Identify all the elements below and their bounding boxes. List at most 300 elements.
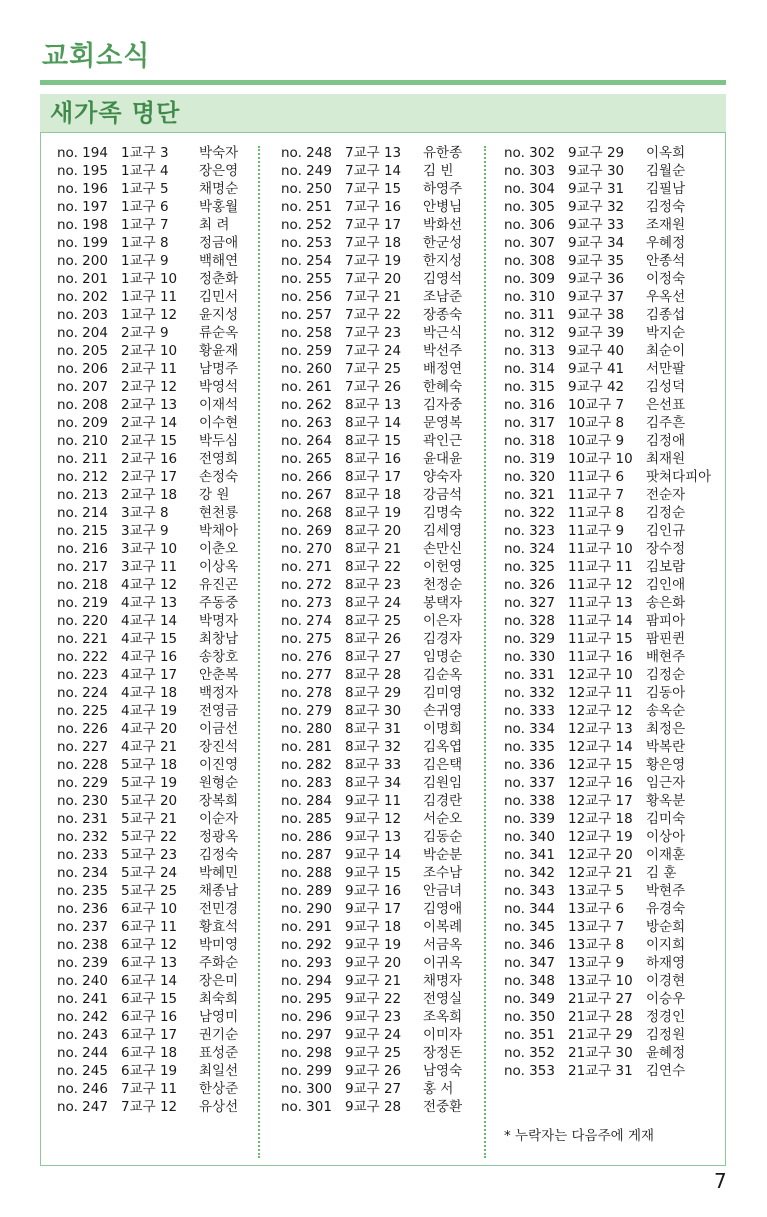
entry-name: 전중환 (423, 1099, 463, 1115)
entry-group: 8교구 34 (345, 775, 402, 791)
entry-name: 전민경 (199, 901, 239, 917)
entry-name: 박미영 (199, 937, 239, 953)
entry-number: no. 317 (504, 415, 555, 431)
entry-number: no. 328 (504, 613, 555, 629)
entry-number: no. 345 (504, 919, 555, 935)
entry-group: 9교구 31 (568, 181, 625, 197)
entry-group: 11교구 6 (568, 469, 625, 485)
entry-group: 9교구 27 (345, 1081, 402, 1097)
entry-group: 9교구 39 (568, 325, 625, 341)
entry-group: 9교구 24 (345, 1027, 402, 1043)
entry-group: 11교구 11 (568, 559, 633, 575)
entry-number: no. 212 (57, 469, 108, 485)
entry-name: 김정원 (646, 1027, 686, 1043)
entry-name: 박숙자 (199, 145, 239, 161)
entry-number: no. 352 (504, 1045, 555, 1061)
entry-number: no. 274 (281, 613, 332, 629)
entry-group: 11교구 12 (568, 577, 633, 593)
entry-group: 2교구 13 (121, 397, 178, 413)
entry-name: 이헌영 (423, 559, 463, 575)
entry-group: 7교구 20 (345, 271, 402, 287)
entry-name: 이수현 (199, 415, 239, 431)
entry-group: 5교구 19 (121, 775, 178, 791)
entry-number: no. 252 (281, 217, 332, 233)
entry-number: no. 226 (57, 721, 108, 737)
entry-group: 8교구 20 (345, 523, 402, 539)
entry-name: 남영숙 (423, 1063, 463, 1079)
entry-name: 최정은 (646, 721, 686, 737)
entry-number: no. 194 (57, 145, 108, 161)
entry-name: 김영애 (423, 901, 463, 917)
entry-number: no. 327 (504, 595, 555, 611)
entry-number: no. 334 (504, 721, 555, 737)
entry-group: 6교구 13 (121, 955, 178, 971)
entry-name: 최 려 (199, 217, 230, 233)
entry-name: 박두심 (199, 433, 239, 449)
entry-name: 박선주 (423, 343, 463, 359)
entry-group: 4교구 17 (121, 667, 178, 683)
entry-group: 8교구 16 (345, 451, 402, 467)
entry-group: 12교구 17 (568, 793, 633, 809)
entry-name: 한군성 (423, 235, 463, 251)
entry-group: 5교구 18 (121, 757, 178, 773)
entry-group: 9교구 12 (345, 811, 402, 827)
entry-group: 11교구 15 (568, 631, 633, 647)
entry-group: 1교구 6 (121, 199, 169, 215)
entry-name: 남영미 (199, 1009, 239, 1025)
entry-name: 주화순 (199, 955, 239, 971)
entry-group: 9교구 20 (345, 955, 402, 971)
entry-number: no. 307 (504, 235, 555, 251)
entry-group: 4교구 20 (121, 721, 178, 737)
entry-group: 7교구 11 (121, 1081, 178, 1097)
entry-number: no. 320 (504, 469, 555, 485)
entry-name: 이복례 (423, 919, 463, 935)
entry-name: 백정자 (199, 685, 239, 701)
entry-group: 10교구 7 (568, 397, 625, 413)
entry-group: 8교구 25 (345, 613, 402, 629)
entry-name: 최재원 (646, 451, 686, 467)
entry-group: 8교구 21 (345, 541, 402, 557)
entry-number: no. 205 (57, 343, 108, 359)
entry-number: no. 326 (504, 577, 555, 593)
entry-group: 9교구 37 (568, 289, 625, 305)
entry-number: no. 247 (57, 1099, 108, 1115)
entry-group: 4교구 12 (121, 577, 178, 593)
entry-group: 4교구 19 (121, 703, 178, 719)
entry-number: no. 248 (281, 145, 332, 161)
entry-number: no. 222 (57, 649, 108, 665)
entry-name: 황은영 (646, 757, 686, 773)
entry-name: 김민서 (199, 289, 239, 305)
entry-number: no. 220 (57, 613, 108, 629)
entry-number: no. 281 (281, 739, 332, 755)
entry-name: 박순분 (423, 847, 463, 863)
entry-name: 김동순 (423, 829, 463, 845)
entry-group: 13교구 10 (568, 973, 633, 989)
entry-group: 7교구 25 (345, 361, 402, 377)
entry-name: 이미자 (423, 1027, 463, 1043)
entry-group: 9교구 32 (568, 199, 625, 215)
entry-name: 최순이 (646, 343, 686, 359)
entry-number: no. 333 (504, 703, 555, 719)
entry-name: 전영희 (199, 451, 239, 467)
entry-number: no. 201 (57, 271, 108, 287)
entry-number: no. 283 (281, 775, 332, 791)
entry-name: 김정순 (646, 667, 686, 683)
entry-number: no. 210 (57, 433, 108, 449)
entry-number: no. 291 (281, 919, 332, 935)
entry-group: 1교구 5 (121, 181, 169, 197)
entry-group: 8교구 32 (345, 739, 402, 755)
entry-number: no. 213 (57, 487, 108, 503)
entry-number: no. 195 (57, 163, 108, 179)
entry-group: 1교구 3 (121, 145, 169, 161)
entry-group: 9교구 35 (568, 253, 625, 269)
entry-number: no. 296 (281, 1009, 332, 1025)
entry-group: 1교구 12 (121, 307, 178, 323)
entry-name: 강금석 (423, 487, 463, 503)
entry-name: 박복란 (646, 739, 686, 755)
entry-group: 4교구 16 (121, 649, 178, 665)
column-divider (484, 146, 486, 1158)
entry-name: 조옥희 (423, 1009, 463, 1025)
entry-number: no. 323 (504, 523, 555, 539)
entry-group: 3교구 8 (121, 505, 169, 521)
entry-group: 2교구 16 (121, 451, 178, 467)
entry-group: 11교구 14 (568, 613, 633, 629)
entry-number: no. 342 (504, 865, 555, 881)
entry-number: no. 338 (504, 793, 555, 809)
entry-group: 8교구 18 (345, 487, 402, 503)
entry-name: 이순자 (199, 811, 239, 827)
entry-number: no. 207 (57, 379, 108, 395)
entry-number: no. 284 (281, 793, 332, 809)
entry-number: no. 202 (57, 289, 108, 305)
entry-number: no. 321 (504, 487, 555, 503)
entry-group: 9교구 17 (345, 901, 402, 917)
entry-name: 이상옥 (199, 559, 239, 575)
entry-number: no. 234 (57, 865, 108, 881)
entry-name: 조남준 (423, 289, 463, 305)
entry-number: no. 344 (504, 901, 555, 917)
entry-group: 11교구 8 (568, 505, 625, 521)
entry-number: no. 279 (281, 703, 332, 719)
entry-number: no. 224 (57, 685, 108, 701)
entry-group: 6교구 12 (121, 937, 178, 953)
entry-name: 원형순 (199, 775, 239, 791)
entry-name: 홍 서 (423, 1081, 454, 1097)
entry-name: 채명자 (423, 973, 463, 989)
entry-name: 한상준 (199, 1081, 239, 1097)
entry-name: 권기순 (199, 1027, 239, 1043)
entry-number: no. 233 (57, 847, 108, 863)
entry-group: 1교구 8 (121, 235, 169, 251)
entry-group: 21교구 31 (568, 1063, 633, 1079)
entry-number: no. 346 (504, 937, 555, 953)
entry-group: 7교구 21 (345, 289, 402, 305)
entry-name: 유상선 (199, 1099, 239, 1115)
entry-group: 12교구 18 (568, 811, 633, 827)
entry-name: 김경자 (423, 631, 463, 647)
entry-number: no. 329 (504, 631, 555, 647)
entry-number: no. 340 (504, 829, 555, 845)
entry-number: no. 310 (504, 289, 555, 305)
entry-group: 12교구 10 (568, 667, 633, 683)
entry-name: 김필남 (646, 181, 686, 197)
entry-group: 5교구 20 (121, 793, 178, 809)
entry-group: 2교구 17 (121, 469, 178, 485)
entry-name: 우혜정 (646, 235, 686, 251)
entry-name: 장종숙 (423, 307, 463, 323)
entry-number: no. 240 (57, 973, 108, 989)
entry-number: no. 272 (281, 577, 332, 593)
entry-name: 김옥엽 (423, 739, 463, 755)
entry-name: 김보람 (646, 559, 686, 575)
page-title: 새가족 명단 (50, 99, 181, 127)
entry-group: 9교구 38 (568, 307, 625, 323)
entry-group: 2교구 10 (121, 343, 178, 359)
entry-number: no. 350 (504, 1009, 555, 1025)
entry-name: 안춘복 (199, 667, 239, 683)
entry-name: 박명자 (199, 613, 239, 629)
entry-name: 류순옥 (199, 325, 239, 341)
entry-number: no. 312 (504, 325, 555, 341)
entry-group: 9교구 16 (345, 883, 402, 899)
entry-name: 윤지성 (199, 307, 239, 323)
entry-number: no. 238 (57, 937, 108, 953)
entry-name: 강 원 (199, 487, 230, 503)
entry-number: no. 347 (504, 955, 555, 971)
entry-group: 8교구 26 (345, 631, 402, 647)
entry-number: no. 300 (281, 1081, 332, 1097)
entry-name: 김성덕 (646, 379, 686, 395)
entry-number: no. 214 (57, 505, 108, 521)
entry-number: no. 349 (504, 991, 555, 1007)
entry-group: 8교구 31 (345, 721, 402, 737)
entry-group: 7교구 26 (345, 379, 402, 395)
entry-name: 한지성 (423, 253, 463, 269)
entry-name: 장정돈 (423, 1045, 463, 1061)
entry-group: 9교구 36 (568, 271, 625, 287)
entry-group: 21교구 30 (568, 1045, 633, 1061)
entry-group: 4교구 21 (121, 739, 178, 755)
entry-group: 12교구 13 (568, 721, 633, 737)
entry-name: 김세영 (423, 523, 463, 539)
entry-number: no. 297 (281, 1027, 332, 1043)
entry-number: no. 262 (281, 397, 332, 413)
entry-number: no. 343 (504, 883, 555, 899)
entry-number: no. 305 (504, 199, 555, 215)
entry-name: 정금애 (199, 235, 239, 251)
entry-group: 8교구 33 (345, 757, 402, 773)
entry-number: no. 231 (57, 811, 108, 827)
entry-group: 8교구 14 (345, 415, 402, 431)
entry-name: 팜핀퀸 (646, 631, 686, 647)
entry-number: no. 253 (281, 235, 332, 251)
entry-name: 박홍월 (199, 199, 239, 215)
entry-number: no. 215 (57, 523, 108, 539)
entry-group: 7교구 22 (345, 307, 402, 323)
entry-number: no. 203 (57, 307, 108, 323)
entry-group: 9교구 18 (345, 919, 402, 935)
entry-group: 8교구 28 (345, 667, 402, 683)
entry-name: 조수남 (423, 865, 463, 881)
entry-group: 21교구 27 (568, 991, 633, 1007)
entry-number: no. 261 (281, 379, 332, 395)
entry-name: 전영실 (423, 991, 463, 1007)
entry-group: 5교구 25 (121, 883, 178, 899)
entry-group: 21교구 28 (568, 1009, 633, 1025)
entry-group: 12교구 15 (568, 757, 633, 773)
entry-number: no. 219 (57, 595, 108, 611)
entry-group: 7교구 24 (345, 343, 402, 359)
entry-group: 5교구 23 (121, 847, 178, 863)
entry-name: 이진영 (199, 757, 239, 773)
entry-number: no. 266 (281, 469, 332, 485)
entry-name: 백해연 (199, 253, 239, 269)
entry-name: 김미숙 (646, 811, 686, 827)
entry-number: no. 196 (57, 181, 108, 197)
entry-name: 황옥분 (646, 793, 686, 809)
entry-name: 윤대윤 (423, 451, 463, 467)
entry-number: no. 288 (281, 865, 332, 881)
entry-group: 9교구 34 (568, 235, 625, 251)
entry-name: 황효석 (199, 919, 239, 935)
entry-name: 김정애 (646, 433, 686, 449)
entry-group: 9교구 40 (568, 343, 625, 359)
entry-name: 이은자 (423, 613, 463, 629)
entry-number: no. 230 (57, 793, 108, 809)
entry-number: no. 257 (281, 307, 332, 323)
entry-number: no. 301 (281, 1099, 332, 1115)
entry-number: no. 259 (281, 343, 332, 359)
entry-name: 정경인 (646, 1009, 686, 1025)
entry-name: 손귀영 (423, 703, 463, 719)
entry-number: no. 337 (504, 775, 555, 791)
entry-name: 손만신 (423, 541, 463, 557)
entry-number: no. 217 (57, 559, 108, 575)
entry-name: 장은미 (199, 973, 239, 989)
entry-number: no. 341 (504, 847, 555, 863)
entry-group: 1교구 9 (121, 253, 169, 269)
entry-number: no. 278 (281, 685, 332, 701)
entry-group: 6교구 16 (121, 1009, 178, 1025)
entry-group: 12교구 20 (568, 847, 633, 863)
entry-number: no. 216 (57, 541, 108, 557)
entry-group: 7교구 23 (345, 325, 402, 341)
entry-number: no. 285 (281, 811, 332, 827)
section-title: 교회소식 (42, 41, 151, 72)
entry-number: no. 287 (281, 847, 332, 863)
entry-name: 윤혜정 (646, 1045, 686, 1061)
entry-name: 이승우 (646, 991, 686, 1007)
entry-group: 7교구 14 (345, 163, 402, 179)
entry-name: 김 빈 (423, 163, 454, 179)
entry-number: no. 309 (504, 271, 555, 287)
entry-group: 9교구 21 (345, 973, 402, 989)
entry-name: 이경현 (646, 973, 686, 989)
entry-name: 이옥희 (646, 145, 686, 161)
entry-name: 박현주 (646, 883, 686, 899)
entry-name: 김인애 (646, 577, 686, 593)
entry-number: no. 197 (57, 199, 108, 215)
entry-number: no. 313 (504, 343, 555, 359)
entry-group: 7교구 12 (121, 1099, 178, 1115)
entry-name: 김 훈 (646, 865, 677, 881)
entry-group: 9교구 13 (345, 829, 402, 845)
entry-number: no. 198 (57, 217, 108, 233)
entry-group: 6교구 17 (121, 1027, 178, 1043)
entry-number: no. 311 (504, 307, 555, 323)
entry-name: 봉택자 (423, 595, 463, 611)
entry-group: 7교구 15 (345, 181, 402, 197)
entry-number: no. 348 (504, 973, 555, 989)
entry-number: no. 282 (281, 757, 332, 773)
entry-name: 김주흔 (646, 415, 686, 431)
entry-name: 정광옥 (199, 829, 239, 845)
entry-number: no. 246 (57, 1081, 108, 1097)
entry-name: 이지희 (646, 937, 686, 953)
entry-name: 김경란 (423, 793, 463, 809)
entry-group: 5교구 22 (121, 829, 178, 845)
entry-group: 2교구 11 (121, 361, 178, 377)
entry-group: 13교구 5 (568, 883, 625, 899)
entry-name: 황윤재 (199, 343, 239, 359)
entry-group: 4교구 14 (121, 613, 178, 629)
entry-number: no. 251 (281, 199, 332, 215)
entry-number: no. 351 (504, 1027, 555, 1043)
entry-group: 9교구 19 (345, 937, 402, 953)
entry-number: no. 256 (281, 289, 332, 305)
title-rule (40, 80, 726, 85)
entry-name: 김동아 (646, 685, 686, 701)
entry-group: 2교구 9 (121, 325, 169, 341)
entry-name: 정춘화 (199, 271, 239, 287)
entry-name: 김연수 (646, 1063, 686, 1079)
entry-group: 7교구 13 (345, 145, 402, 161)
entry-group: 12교구 21 (568, 865, 633, 881)
entry-number: no. 316 (504, 397, 555, 413)
entry-group: 3교구 11 (121, 559, 178, 575)
entry-number: no. 244 (57, 1045, 108, 1061)
entry-group: 3교구 9 (121, 523, 169, 539)
entry-number: no. 221 (57, 631, 108, 647)
entry-number: no. 225 (57, 703, 108, 719)
entry-number: no. 330 (504, 649, 555, 665)
entry-group: 6교구 14 (121, 973, 178, 989)
entry-number: no. 298 (281, 1045, 332, 1061)
entry-name: 송창호 (199, 649, 239, 665)
entry-group: 12교구 11 (568, 685, 633, 701)
entry-number: no. 258 (281, 325, 332, 341)
entry-number: no. 314 (504, 361, 555, 377)
entry-name: 김정순 (646, 505, 686, 521)
footnote: * 누락자는 다음주에 게재 (504, 1128, 655, 1144)
entry-number: no. 286 (281, 829, 332, 845)
entry-number: no. 208 (57, 397, 108, 413)
entry-number: no. 232 (57, 829, 108, 845)
entry-group: 13교구 7 (568, 919, 625, 935)
entry-name: 이재석 (199, 397, 239, 413)
entry-number: no. 255 (281, 271, 332, 287)
entry-group: 8교구 17 (345, 469, 402, 485)
entry-number: no. 229 (57, 775, 108, 791)
entry-group: 7교구 18 (345, 235, 402, 251)
entry-number: no. 267 (281, 487, 332, 503)
entry-name: 안금녀 (423, 883, 463, 899)
entry-number: no. 289 (281, 883, 332, 899)
